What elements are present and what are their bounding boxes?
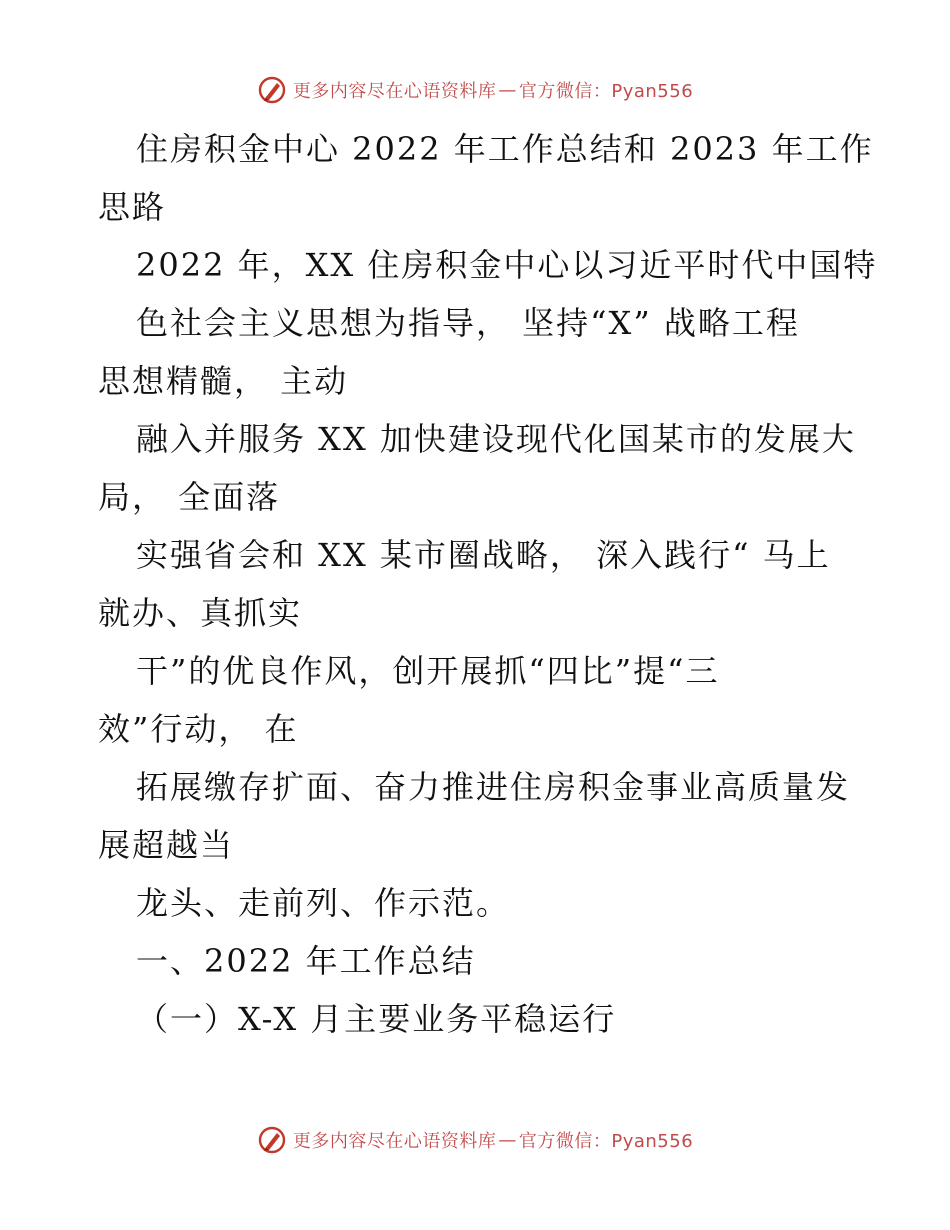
doc-paragraph-line: 实强省会和 XX 某市圈战略， 深入践行“ 马上: [136, 536, 831, 574]
doc-paragraph-line: 就办、真抓实: [98, 594, 303, 632]
doc-title-line-2: 思路: [98, 188, 167, 226]
doc-title-line-1: 住房积金中心 2022 年工作总结和 2023 年工作: [136, 130, 874, 168]
doc-paragraph-line: 思想精髓， 主动: [98, 362, 349, 400]
watermark-contact: 官方微信：Pyan556: [518, 1131, 694, 1152]
watermark-contact: 官方微信：Pyan556: [518, 81, 694, 102]
watermark-dash: —: [498, 1129, 517, 1151]
watermark-footer: [0, 1120, 950, 1160]
watermark-header: [0, 70, 950, 110]
section-heading: 一、2022 年工作总结: [136, 942, 476, 980]
doc-paragraph-line: 局， 全面落: [98, 478, 281, 516]
doc-paragraph-line: 2022 年，XX 住房积金中心以习近平时代中国特: [136, 246, 878, 284]
doc-paragraph-line: 干”的优良作风，创开展抓“四比”提“三: [136, 652, 720, 690]
watermark-text: 更多内容尽在心语资料库: [292, 81, 497, 102]
doc-paragraph-line: 效”行动， 在: [98, 710, 299, 748]
watermark-dash: —: [498, 79, 517, 101]
subsection-heading: （一）X-X 月主要业务平稳运行: [136, 1000, 617, 1038]
doc-paragraph-line: 展超越当: [98, 826, 235, 864]
doc-paragraph-line: 色社会主义思想为指导， 坚持“X” 战略工程: [136, 304, 800, 342]
pen-logo-icon: [257, 75, 287, 105]
document-body: [98, 120, 878, 1048]
pen-logo-icon: [257, 1125, 287, 1155]
watermark-text: 更多内容尽在心语资料库: [292, 1131, 497, 1152]
doc-paragraph-line: 融入并服务 XX 加快建设现代化国某市的发展大: [136, 420, 856, 458]
doc-paragraph-line: 拓展缴存扩面、奋力推进住房积金事业高质量发: [136, 768, 851, 806]
doc-paragraph-line: 龙头、走前列、作示范。: [136, 884, 511, 922]
